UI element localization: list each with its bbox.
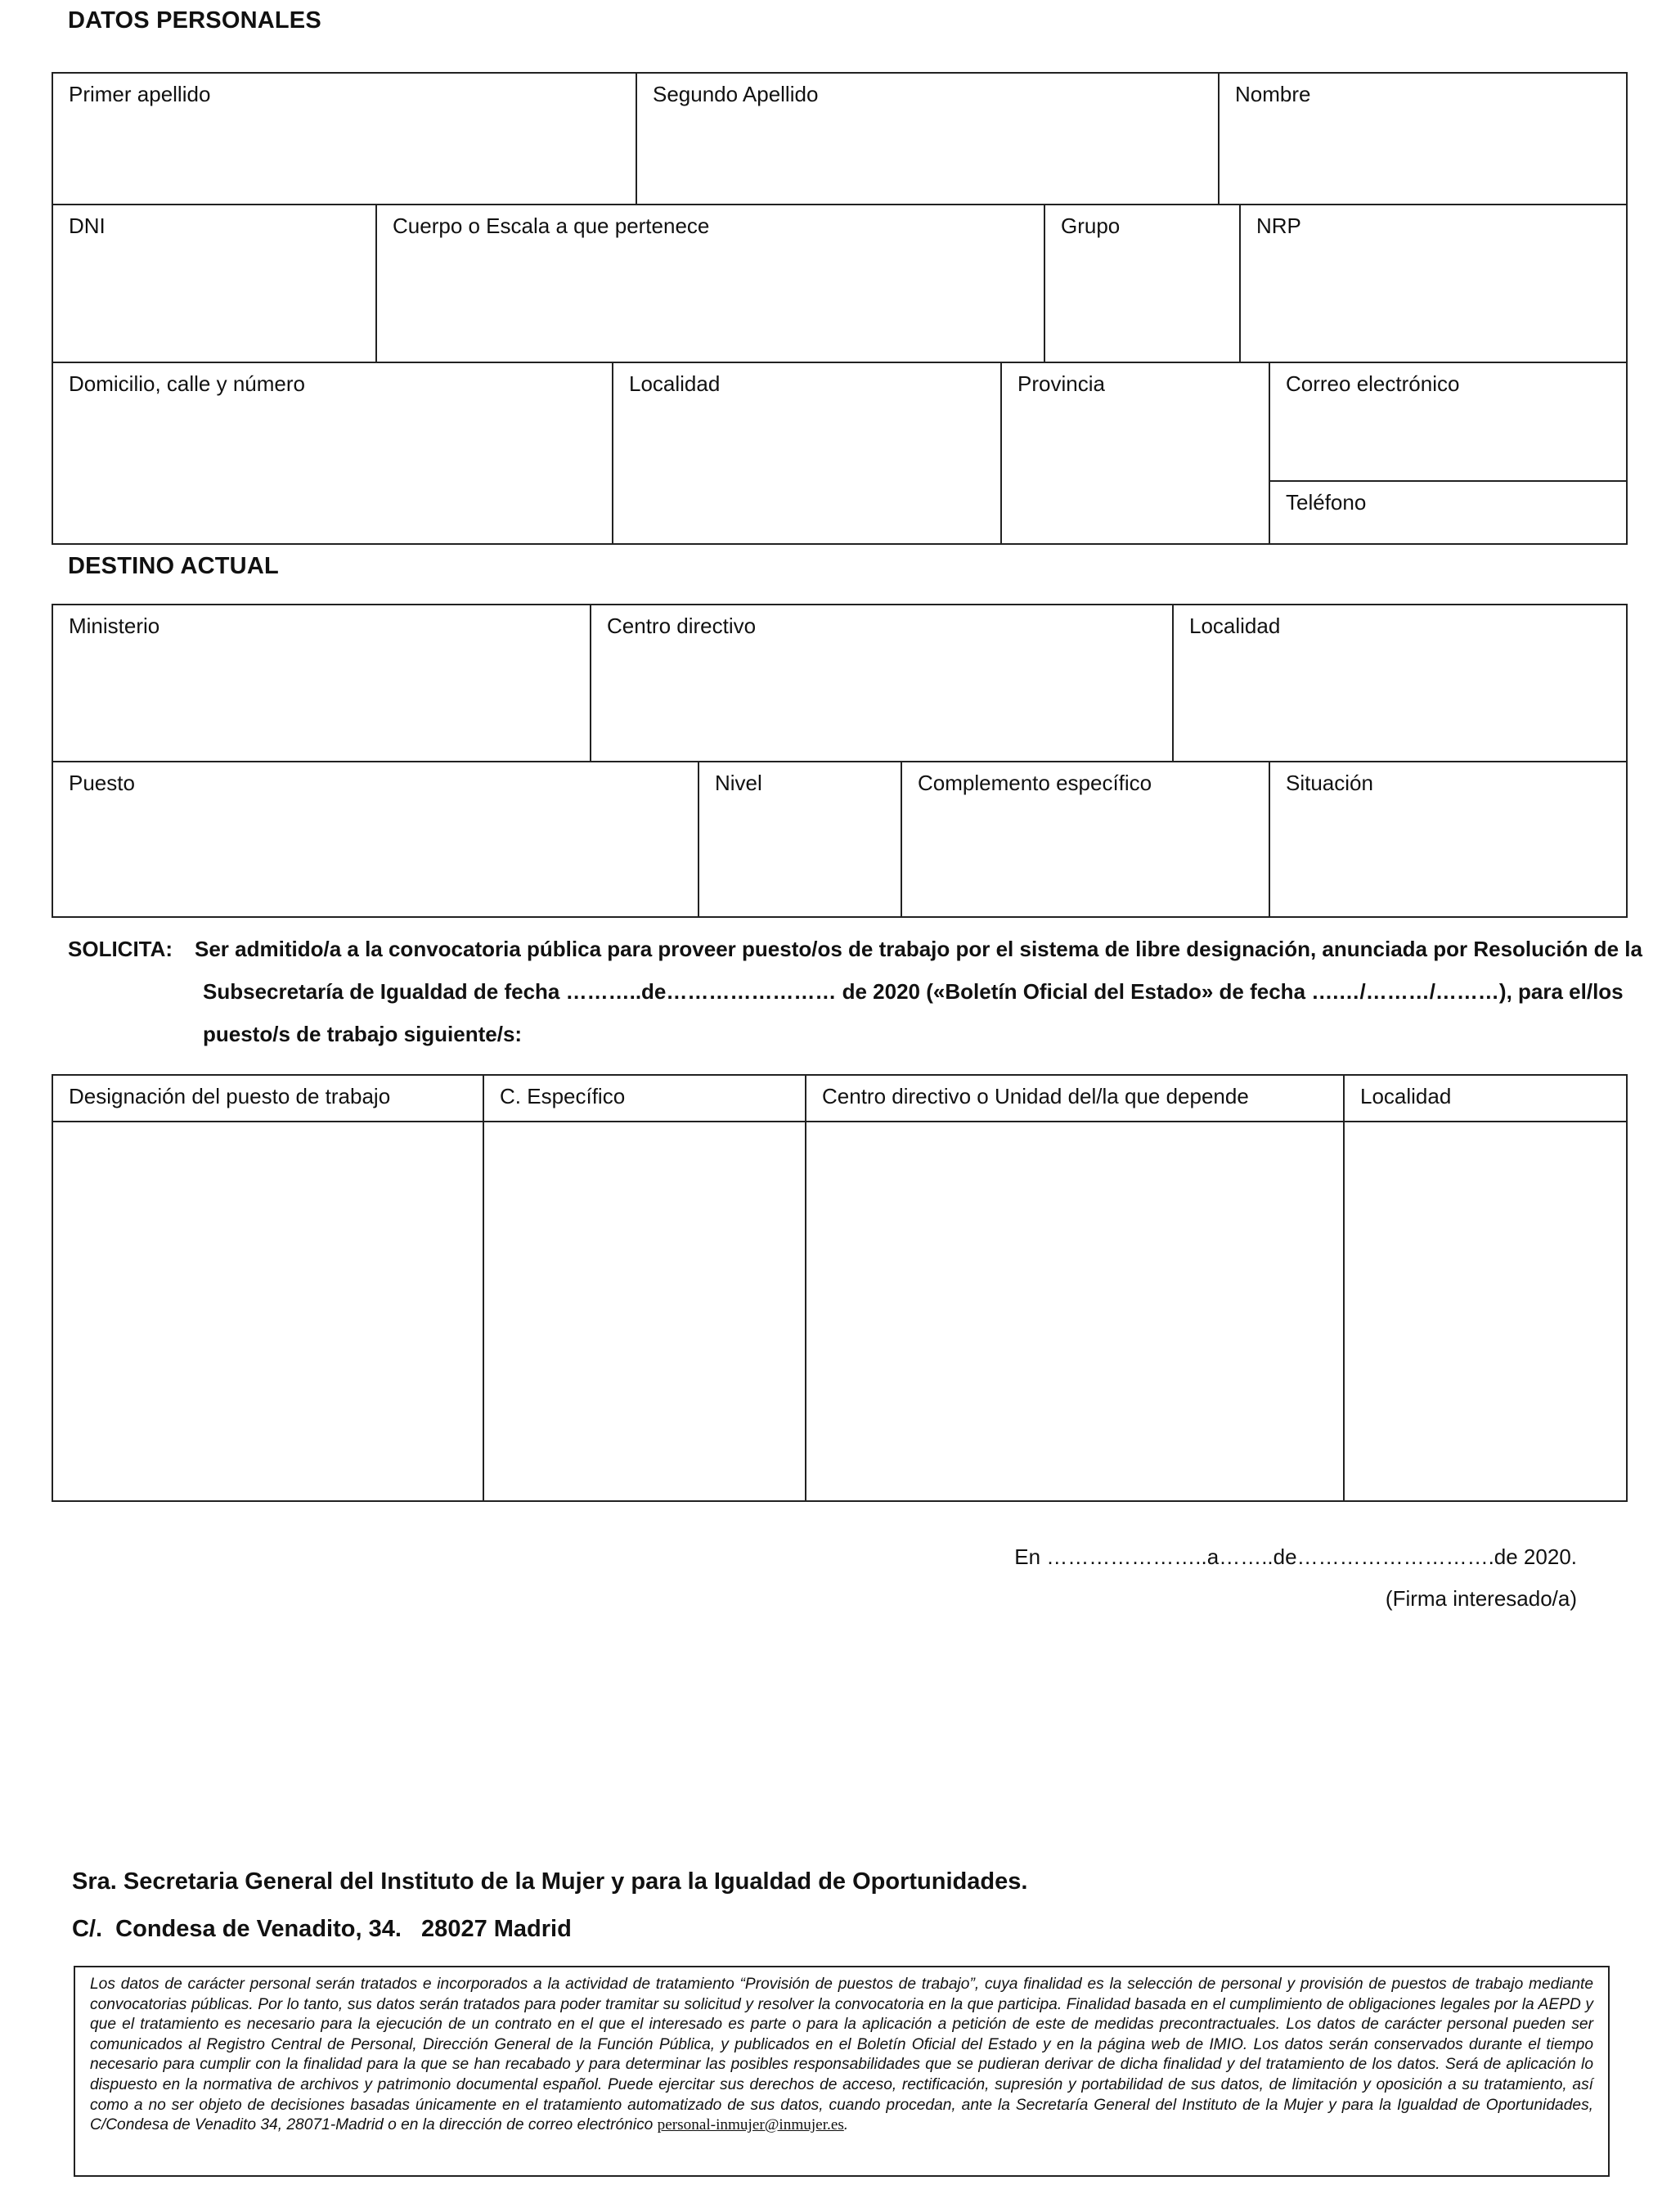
- privacy-email-link[interactable]: personal-inmujer@inmujer.es: [657, 2116, 844, 2134]
- primer-apellido-label: Primer apellido: [69, 82, 211, 106]
- ministerio-field[interactable]: [53, 605, 591, 762]
- solicita-line-3: puesto/s de trabajo siguiente/s:: [203, 1022, 523, 1046]
- table-header-label: Designación del puesto de trabajo: [69, 1084, 391, 1108]
- domicilio-field[interactable]: [53, 363, 613, 543]
- grupo-field[interactable]: [1045, 205, 1241, 363]
- situacion-label: Situación: [1286, 771, 1373, 795]
- privacy-text-end: .: [843, 2116, 849, 2134]
- primer-apellido-field[interactable]: [53, 74, 637, 205]
- table-header-centro-directivo: [806, 1076, 1345, 1122]
- destino-form: [52, 604, 1628, 918]
- situacion-field[interactable]: [1270, 762, 1626, 916]
- segundo-apellido-field[interactable]: [637, 74, 1220, 205]
- solicita-line-1: Ser admitido/a a la convocatoria pública para proveer puesto/os de trabajo por el sistema de libre designación, anunciada por Resolución de la: [195, 937, 1642, 961]
- table-header-label: Localidad: [1360, 1084, 1452, 1108]
- section-title-destino-actual: DESTINO ACTUAL: [68, 553, 279, 579]
- puestos-table: [52, 1074, 1628, 1502]
- localidad-label: Localidad: [629, 371, 721, 396]
- correo-field[interactable]: [1270, 363, 1626, 482]
- table-header-designacion: [53, 1076, 484, 1122]
- firma-label: (Firma interesado/a): [1385, 1586, 1577, 1611]
- provincia-field[interactable]: [1002, 363, 1270, 543]
- nivel-label: Nivel: [715, 771, 762, 795]
- table-header-label: Centro directivo o Unidad del/la que depende: [822, 1084, 1249, 1108]
- solicita-label: SOLICITA:: [68, 937, 173, 961]
- dni-field[interactable]: [53, 205, 377, 363]
- destinatario-line-1: Sra. Secretaria General del Instituto de la Mujer y para la Igualdad de Oportunidades.: [72, 1868, 1028, 1895]
- destino-localidad-field[interactable]: [1174, 605, 1626, 762]
- centro-directivo-field[interactable]: [591, 605, 1174, 762]
- dni-label: DNI: [69, 214, 106, 238]
- solicita-line-2: Subsecretaría de Igualdad de fecha ………..de…………………… de 2020 («Boletín Oficial del Estado» de fecha ….…/………/………), para el/los: [203, 979, 1624, 1004]
- cuerpo-escala-label: Cuerpo o Escala a que pertenece: [393, 214, 710, 238]
- privacy-notice: [74, 1966, 1610, 2177]
- domicilio-label: Domicilio, calle y número: [69, 371, 305, 396]
- nrp-label: NRP: [1256, 214, 1301, 238]
- complemento-field[interactable]: [902, 762, 1270, 916]
- table-cell-localidad[interactable]: [1345, 1122, 1626, 1500]
- correo-label: Correo electrónico: [1286, 371, 1460, 396]
- nrp-field[interactable]: [1241, 205, 1626, 363]
- table-cell-centro-directivo[interactable]: [806, 1122, 1345, 1500]
- section-title-datos-personales: DATOS PERSONALES: [68, 7, 321, 34]
- personal-data-form: [52, 72, 1628, 545]
- localidad-field[interactable]: [613, 363, 1002, 543]
- fecha-line: En …………………..a……..de……………………….de 2020.: [1014, 1544, 1577, 1569]
- nombre-field[interactable]: [1220, 74, 1626, 205]
- table-cell-designacion[interactable]: [53, 1122, 484, 1500]
- nombre-label: Nombre: [1235, 82, 1311, 106]
- complemento-label: Complemento específico: [918, 771, 1152, 795]
- destinatario-line-2: C/. Condesa de Venadito, 34. 28027 Madrid: [72, 1916, 572, 1942]
- telefono-field[interactable]: [1270, 482, 1626, 543]
- table-header-c-especifico: [484, 1076, 806, 1122]
- provincia-label: Provincia: [1017, 371, 1105, 396]
- grupo-label: Grupo: [1061, 214, 1121, 238]
- privacy-text: Los datos de carácter personal serán tratados e incorporados a la actividad de tratamiento “Provisión de puestos de trabajo”, cuya finalidad es la selección de personal y provisión de puestos de trabajo mediante convocatorias públicas. Por lo tanto, sus datos serán tratados para poder tramitar su solicitud y resolver la convocatoria en la que participa. Finalidad basada en el cumplimiento de obligaciones legales por la AEPD y que el tratamiento es necesario para la ejecución de un contrato en el que el interesado es parte o para la aplicación a petición de este de medidas precontractuales. Los datos de carácter personal pueden ser comunicados al Registro Central de Personal, Dirección General de la Función Pública, y publicados en el Boletín Oficial del Estado y en la página web de IMIO. Los datos serán conservados durante el tiempo necesario para cumplir con la finalidad para la que se han recabado y para determinar las posibles responsabilidades que se pudieran derivar de dicha finalidad y del tratamiento de los datos. Será de aplicación lo dispuesto en la normativa de archivos y patrimonio documental español. Puede ejercitar sus derechos de acceso, rectificación, supresión y portabilidad de sus datos, de limitación y oposición a su tratamiento, así como a no ser objeto de decisiones basadas únicamente en el tratamiento automatizado de sus datos, cuando procedan, ante la Secretaría General del Instituto de la Mujer y para la Igualdad de Oportunidades, C/Condesa de Venadito 34, 28071-Madrid o en la dirección de correo electrónico: [90, 1976, 1593, 2134]
- table-header-label: C. Específico: [500, 1084, 626, 1108]
- nivel-field[interactable]: [699, 762, 902, 916]
- segundo-apellido-label: Segundo Apellido: [653, 82, 819, 106]
- ministerio-label: Ministerio: [69, 614, 160, 638]
- puesto-field[interactable]: [53, 762, 699, 916]
- telefono-label: Teléfono: [1286, 490, 1367, 515]
- destino-localidad-label: Localidad: [1189, 614, 1281, 638]
- cuerpo-escala-field[interactable]: [377, 205, 1045, 363]
- puesto-label: Puesto: [69, 771, 135, 795]
- table-header-localidad: [1345, 1076, 1626, 1122]
- centro-directivo-label: Centro directivo: [607, 614, 757, 638]
- table-cell-c-especifico[interactable]: [484, 1122, 806, 1500]
